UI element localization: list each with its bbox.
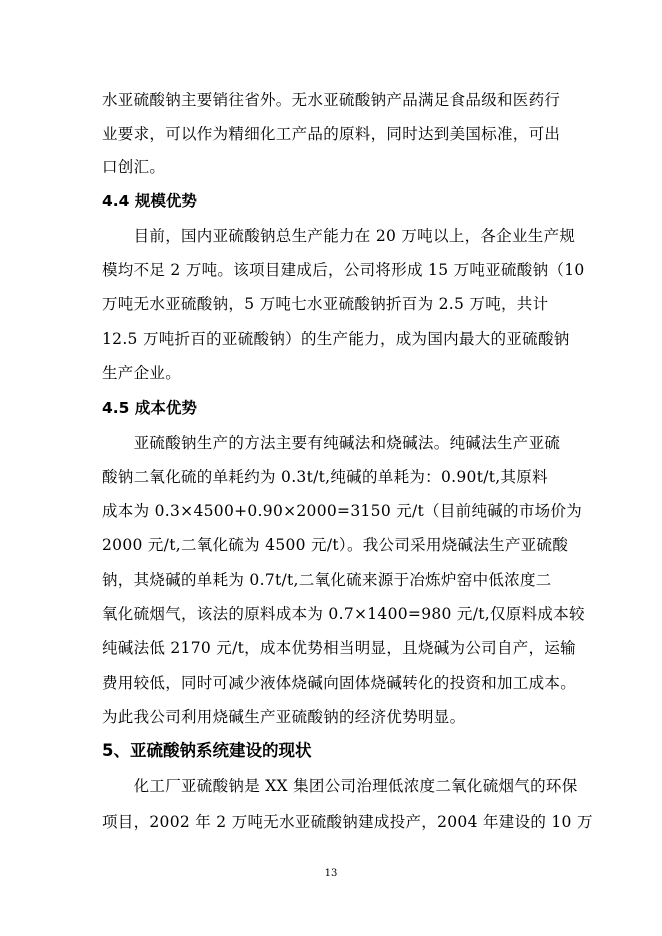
text-line: 水亚硫酸钠主要销往省外。无水亚硫酸钠产品满足食品级和医药行 <box>102 91 561 109</box>
text-line: 费用较低，同时可减少液体烧碱向固体烧碱转化的投资和加工成本。 <box>102 674 577 692</box>
text-line: 酸钠二氧化硫的单耗约为 0.3t/t,纯碱的单耗为：0.90t/t,其原料 <box>102 468 548 486</box>
text-line: 模均不足 2 万吨。该项目建成后，公司将形成 15 万吨亚硫酸钠（10 <box>102 261 585 279</box>
section-heading-4-4: 4.4 规模优势 <box>102 192 197 210</box>
text-line: 2000 元/t,二氧化硫为 4500 元/t）。我公司采用烧碱法生产亚硫酸 <box>102 536 569 554</box>
text-line: 化工厂亚硫酸钠是 XX 集团公司治理低浓度二氧化硫烟气的环保 <box>102 777 578 795</box>
text-line: 钠，其烧碱的单耗为 0.7t/t,二氧化硫来源于冶炼炉窑中低浓度二 <box>102 571 552 589</box>
section-heading-4-5: 4.5 成本优势 <box>102 399 197 417</box>
text-line: 万吨无水亚硫酸钠，5 万吨七水亚硫酸钠折百为 2.5 万吨，共计 <box>102 295 549 313</box>
text-line: 12.5 万吨折百的亚硫酸钠）的生产能力，成为国内最大的亚硫酸钠 <box>102 330 570 348</box>
page-number: 13 <box>324 868 338 879</box>
section-heading-5: 5、亚硫酸钠系统建设的现状 <box>102 741 312 760</box>
text-line: 业要求，可以作为精细化工产品的原料，同时达到美国标准，可出 <box>102 125 561 143</box>
text-line: 生产企业。 <box>102 364 182 382</box>
text-line: 口创汇。 <box>102 158 166 176</box>
text-line: 纯碱法低 2170 元/t，成本优势相当明显，且烧碱为公司自产，运输 <box>102 639 576 657</box>
text-line: 成本为 0.3×4500+0.90×2000=3150 元/t（目前纯碱的市场价为 <box>102 502 583 520</box>
text-line: 项目，2002 年 2 万吨无水亚硫酸钠建成投产，2004 年建设的 10 万 <box>102 813 593 831</box>
text-line: 目前，国内亚硫酸钠总生产能力在 20 万吨以上，各企业生产规 <box>102 227 576 245</box>
text-line: 为此我公司利用烧碱生产亚硫酸钠的经济优势明显。 <box>102 708 466 726</box>
text-line: 氧化硫烟气，该法的原料成本为 0.7×1400=980 元/t,仅原料成本较 <box>102 605 585 623</box>
text-line: 亚硫酸钠生产的方法主要有纯碱法和烧碱法。纯碱法生产亚硫 <box>102 434 561 452</box>
